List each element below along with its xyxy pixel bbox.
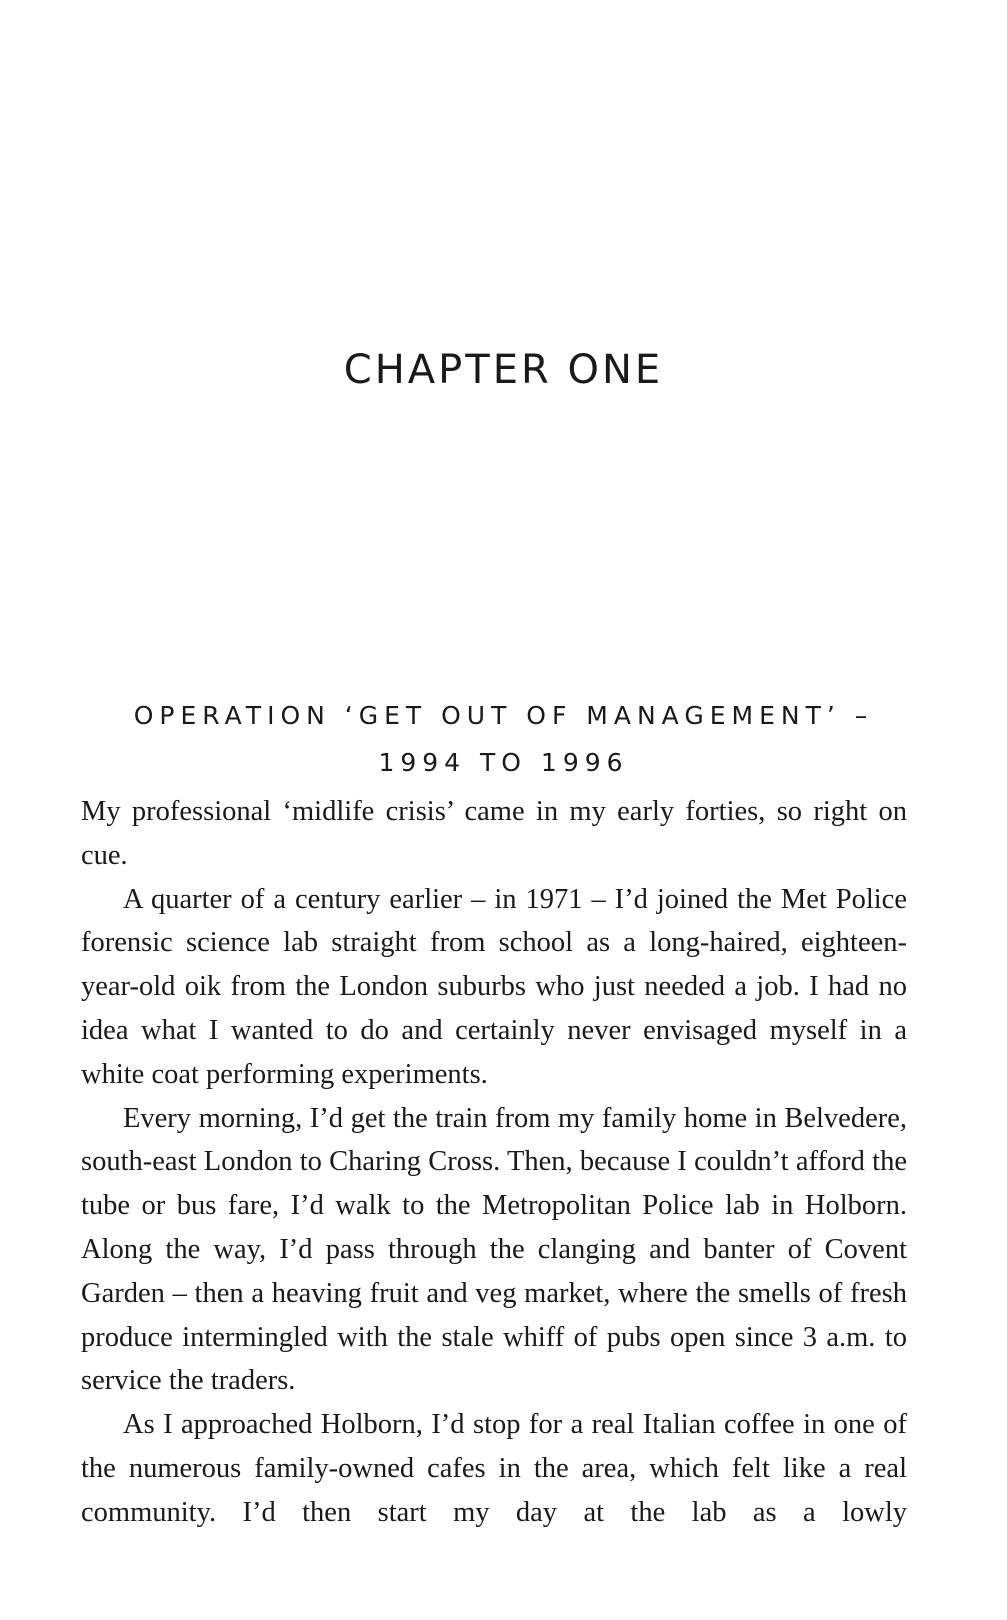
paragraph: My professional ‘midlife crisis’ came in my early forties, so right on cue. xyxy=(81,796,907,871)
section-heading-line-2: 1994 TO 1996 xyxy=(378,748,629,777)
chapter-title: CHAPTER ONE xyxy=(343,347,664,393)
section-heading-line-1: OPERATION ‘GET OUT OF MANAGEMENT’ – xyxy=(133,701,874,730)
paragraph: A quarter of a century earlier – in 1971 – I’d joined the Met Police forensic science lab straight from school as a long-haired, eighteen-year-old oik from the London suburbs who just needed a job. I had no idea what I wanted to do and certainly never envisaged myself in a white coat performing experiments. xyxy=(81,883,907,1090)
paragraph: As I approached Holborn, I’d stop for a real Italian coffee in one of the numerous family-owned cafes in the area, which felt like a real community. I’d then start my day at the lab as a lowly xyxy=(81,1409,907,1528)
body-text xyxy=(81,790,907,1535)
paragraph: Every morning, I’d get the train from my family home in Belvedere, south-east London to Charing Cross. Then, because I couldn’t afford the tube or bus fare, I’d walk to the Metropolitan Police lab in Holborn. Along the way, I’d pass through the clanging and banter of Covent Garden – then a heaving fruit and veg market, where the smells of fresh produce intermingled with the stale whiff of pubs open since 3 a.m. to service the traders. xyxy=(81,1102,907,1397)
section-heading xyxy=(60,692,947,786)
